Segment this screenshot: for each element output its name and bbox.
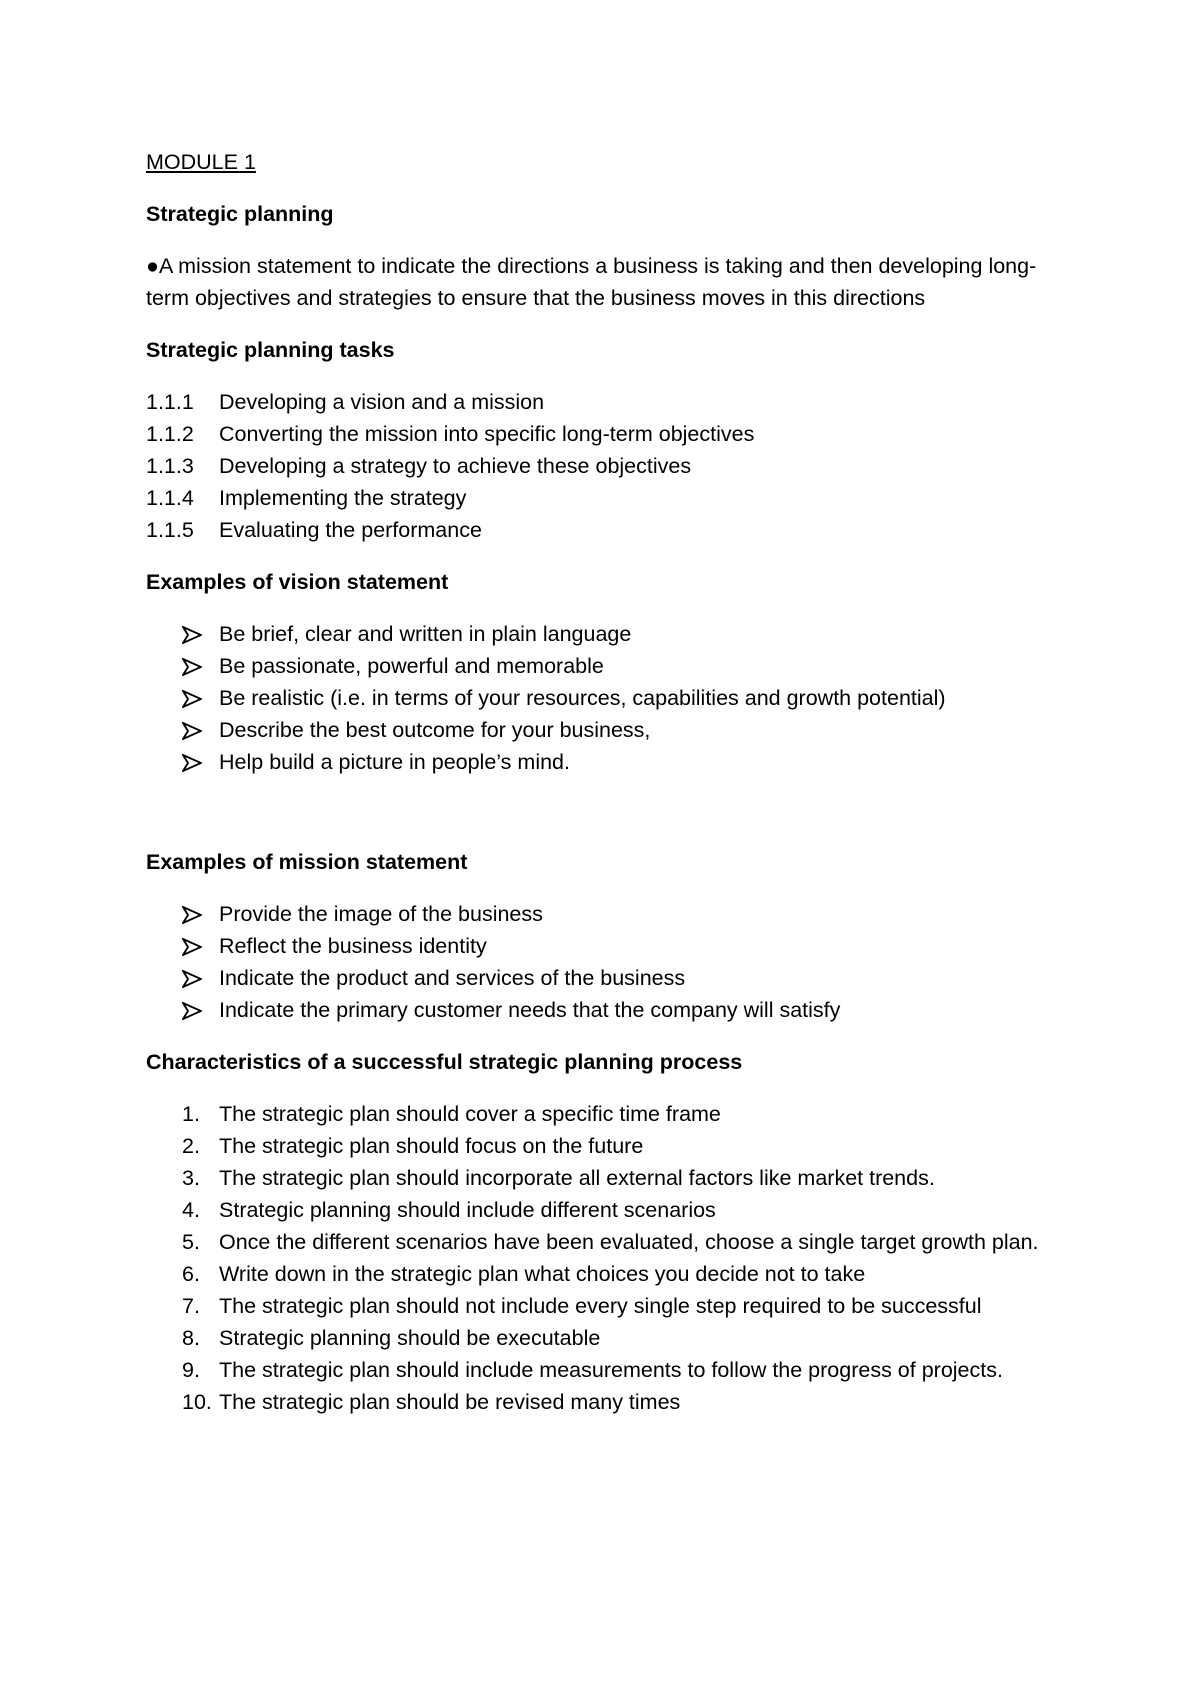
item-text: Provide the image of the business bbox=[219, 902, 543, 926]
item-number: 1. bbox=[182, 1102, 200, 1126]
item-text: Be realistic (i.e. in terms of your resources, capabilities and growth potential) bbox=[219, 686, 946, 710]
characteristics-heading: Characteristics of a successful strategic planning process bbox=[146, 1050, 743, 1074]
item-text: Once the different scenarios have been evaluated, choose a single target growth plan. bbox=[219, 1230, 1039, 1254]
arrow-bullet-icon bbox=[182, 898, 204, 930]
list-item bbox=[146, 618, 1076, 650]
item-text: Evaluating the performance bbox=[219, 518, 482, 542]
vision-heading: Examples of vision statement bbox=[146, 570, 449, 594]
mission-heading: Examples of mission statement bbox=[146, 850, 468, 874]
arrow-bullet-icon bbox=[182, 714, 204, 746]
characteristics-list bbox=[146, 1098, 1076, 1418]
list-item bbox=[146, 682, 1076, 714]
list-item bbox=[146, 746, 1076, 778]
item-text: Indicate the product and services of the business bbox=[219, 966, 686, 990]
item-text: Help build a picture in people’s mind. bbox=[219, 750, 570, 774]
item-text: Indicate the primary customer needs that the company will satisfy bbox=[219, 998, 841, 1022]
arrow-bullet-icon bbox=[182, 650, 204, 682]
arrow-bullet-icon bbox=[182, 962, 204, 994]
item-text: Describe the best outcome for your business, bbox=[219, 718, 651, 742]
item-text: The strategic plan should be revised many times bbox=[219, 1390, 681, 1414]
list-item bbox=[146, 1322, 1076, 1354]
item-number: 1.1.3 bbox=[146, 454, 194, 478]
item-text: Strategic planning should include different scenarios bbox=[219, 1198, 716, 1222]
item-number: 7. bbox=[182, 1294, 200, 1318]
strategic-planning-definition bbox=[146, 250, 1076, 314]
list-item bbox=[146, 1162, 1076, 1194]
module-title: MODULE 1 bbox=[146, 150, 256, 174]
tasks-heading: Strategic planning tasks bbox=[146, 338, 395, 362]
tasks-list bbox=[146, 386, 1076, 546]
item-number: 4. bbox=[182, 1198, 200, 1222]
mission-list bbox=[146, 898, 1076, 1026]
item-number: 3. bbox=[182, 1166, 200, 1190]
vision-list bbox=[146, 618, 1076, 778]
list-item bbox=[146, 386, 1076, 418]
list-item bbox=[146, 1226, 1076, 1258]
item-number: 5. bbox=[182, 1230, 200, 1254]
item-text: Reflect the business identity bbox=[219, 934, 487, 958]
list-item bbox=[146, 450, 1076, 482]
item-number: 1.1.4 bbox=[146, 486, 194, 510]
bullet-icon: ● bbox=[146, 254, 159, 278]
item-number: 1.1.1 bbox=[146, 390, 194, 414]
item-text: Converting the mission into specific long-term objectives bbox=[219, 422, 755, 446]
arrow-bullet-icon bbox=[182, 682, 204, 714]
list-item bbox=[146, 1290, 1076, 1322]
list-item bbox=[146, 1130, 1076, 1162]
arrow-bullet-icon bbox=[182, 746, 204, 778]
list-item bbox=[146, 1354, 1076, 1386]
list-item bbox=[146, 650, 1076, 682]
list-item bbox=[146, 1258, 1076, 1290]
definition-text: A mission statement to indicate the directions a business is taking and then developing long-term objectives and strategies to ensure that the business moves in this directions bbox=[146, 254, 1037, 310]
list-item bbox=[146, 1194, 1076, 1226]
arrow-bullet-icon bbox=[182, 618, 204, 650]
list-item bbox=[146, 994, 1076, 1026]
item-text: Developing a strategy to achieve these objectives bbox=[219, 454, 692, 478]
item-number: 1.1.2 bbox=[146, 422, 194, 446]
list-item bbox=[146, 1098, 1076, 1130]
item-number: 2. bbox=[182, 1134, 200, 1158]
arrow-bullet-icon bbox=[182, 994, 204, 1026]
item-number: 8. bbox=[182, 1326, 200, 1350]
list-item bbox=[146, 714, 1076, 746]
item-text: The strategic plan should focus on the future bbox=[219, 1134, 644, 1158]
item-number: 10. bbox=[182, 1390, 212, 1414]
list-item bbox=[146, 418, 1076, 450]
strategic-planning-heading: Strategic planning bbox=[146, 202, 334, 226]
list-item bbox=[146, 514, 1076, 546]
item-text: The strategic plan should incorporate all external factors like market trends. bbox=[219, 1166, 935, 1190]
item-text: Strategic planning should be executable bbox=[219, 1326, 601, 1350]
list-item bbox=[146, 1386, 1076, 1418]
item-text: Implementing the strategy bbox=[219, 486, 467, 510]
arrow-bullet-icon bbox=[182, 930, 204, 962]
item-number: 9. bbox=[182, 1358, 200, 1382]
item-text: Be passionate, powerful and memorable bbox=[219, 654, 604, 678]
item-number: 1.1.5 bbox=[146, 518, 194, 542]
item-text: Write down in the strategic plan what choices you decide not to take bbox=[219, 1262, 866, 1286]
list-item bbox=[146, 930, 1076, 962]
item-text: Be brief, clear and written in plain language bbox=[219, 622, 632, 646]
item-text: The strategic plan should include measurements to follow the progress of projects. bbox=[219, 1358, 1003, 1382]
item-text: Developing a vision and a mission bbox=[219, 390, 545, 414]
list-item bbox=[146, 898, 1076, 930]
item-number: 6. bbox=[182, 1262, 200, 1286]
document-content bbox=[146, 146, 1076, 1418]
item-text: The strategic plan should cover a specific time frame bbox=[219, 1102, 721, 1126]
list-item bbox=[146, 482, 1076, 514]
list-item bbox=[146, 962, 1076, 994]
item-text: The strategic plan should not include every single step required to be successful bbox=[219, 1294, 982, 1318]
